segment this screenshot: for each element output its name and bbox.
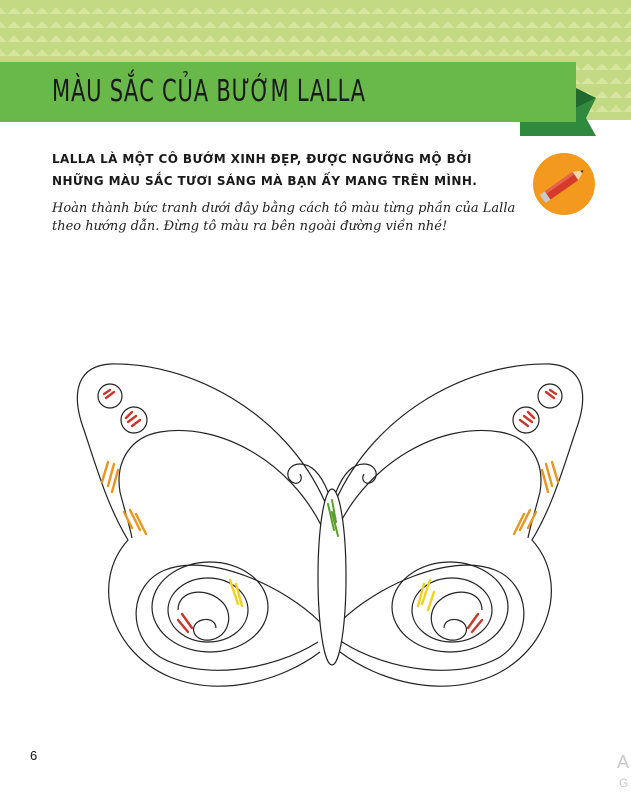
next-page-edge-letter: A xyxy=(617,752,630,772)
page-number: 6 xyxy=(30,748,38,763)
next-page-edge-letter-small: G xyxy=(619,776,629,790)
pencil-icon xyxy=(532,152,596,216)
instruction-paragraph: Hoàn thành bức tranh dưới đây bằng cách tô màu từng phần của Lalla theo hướng dẫn. Đừng tô màu ra bên ngoài đường viền nhé! xyxy=(52,201,516,234)
butterfly-illustration xyxy=(70,352,590,732)
lead-paragraph: LALLA LÀ MỘT CÔ BƯỚM XINH ĐẸP, ĐƯỢC NGƯỠNG MỘ BỞI NHỮNG MÀU SẮC TƯƠI SÁNG MÀ BẠN ẤY MANG TRÊN MÌNH. xyxy=(52,152,478,188)
page-title: MÀU SẮC CỦA BƯỚM LALLA xyxy=(52,74,366,109)
